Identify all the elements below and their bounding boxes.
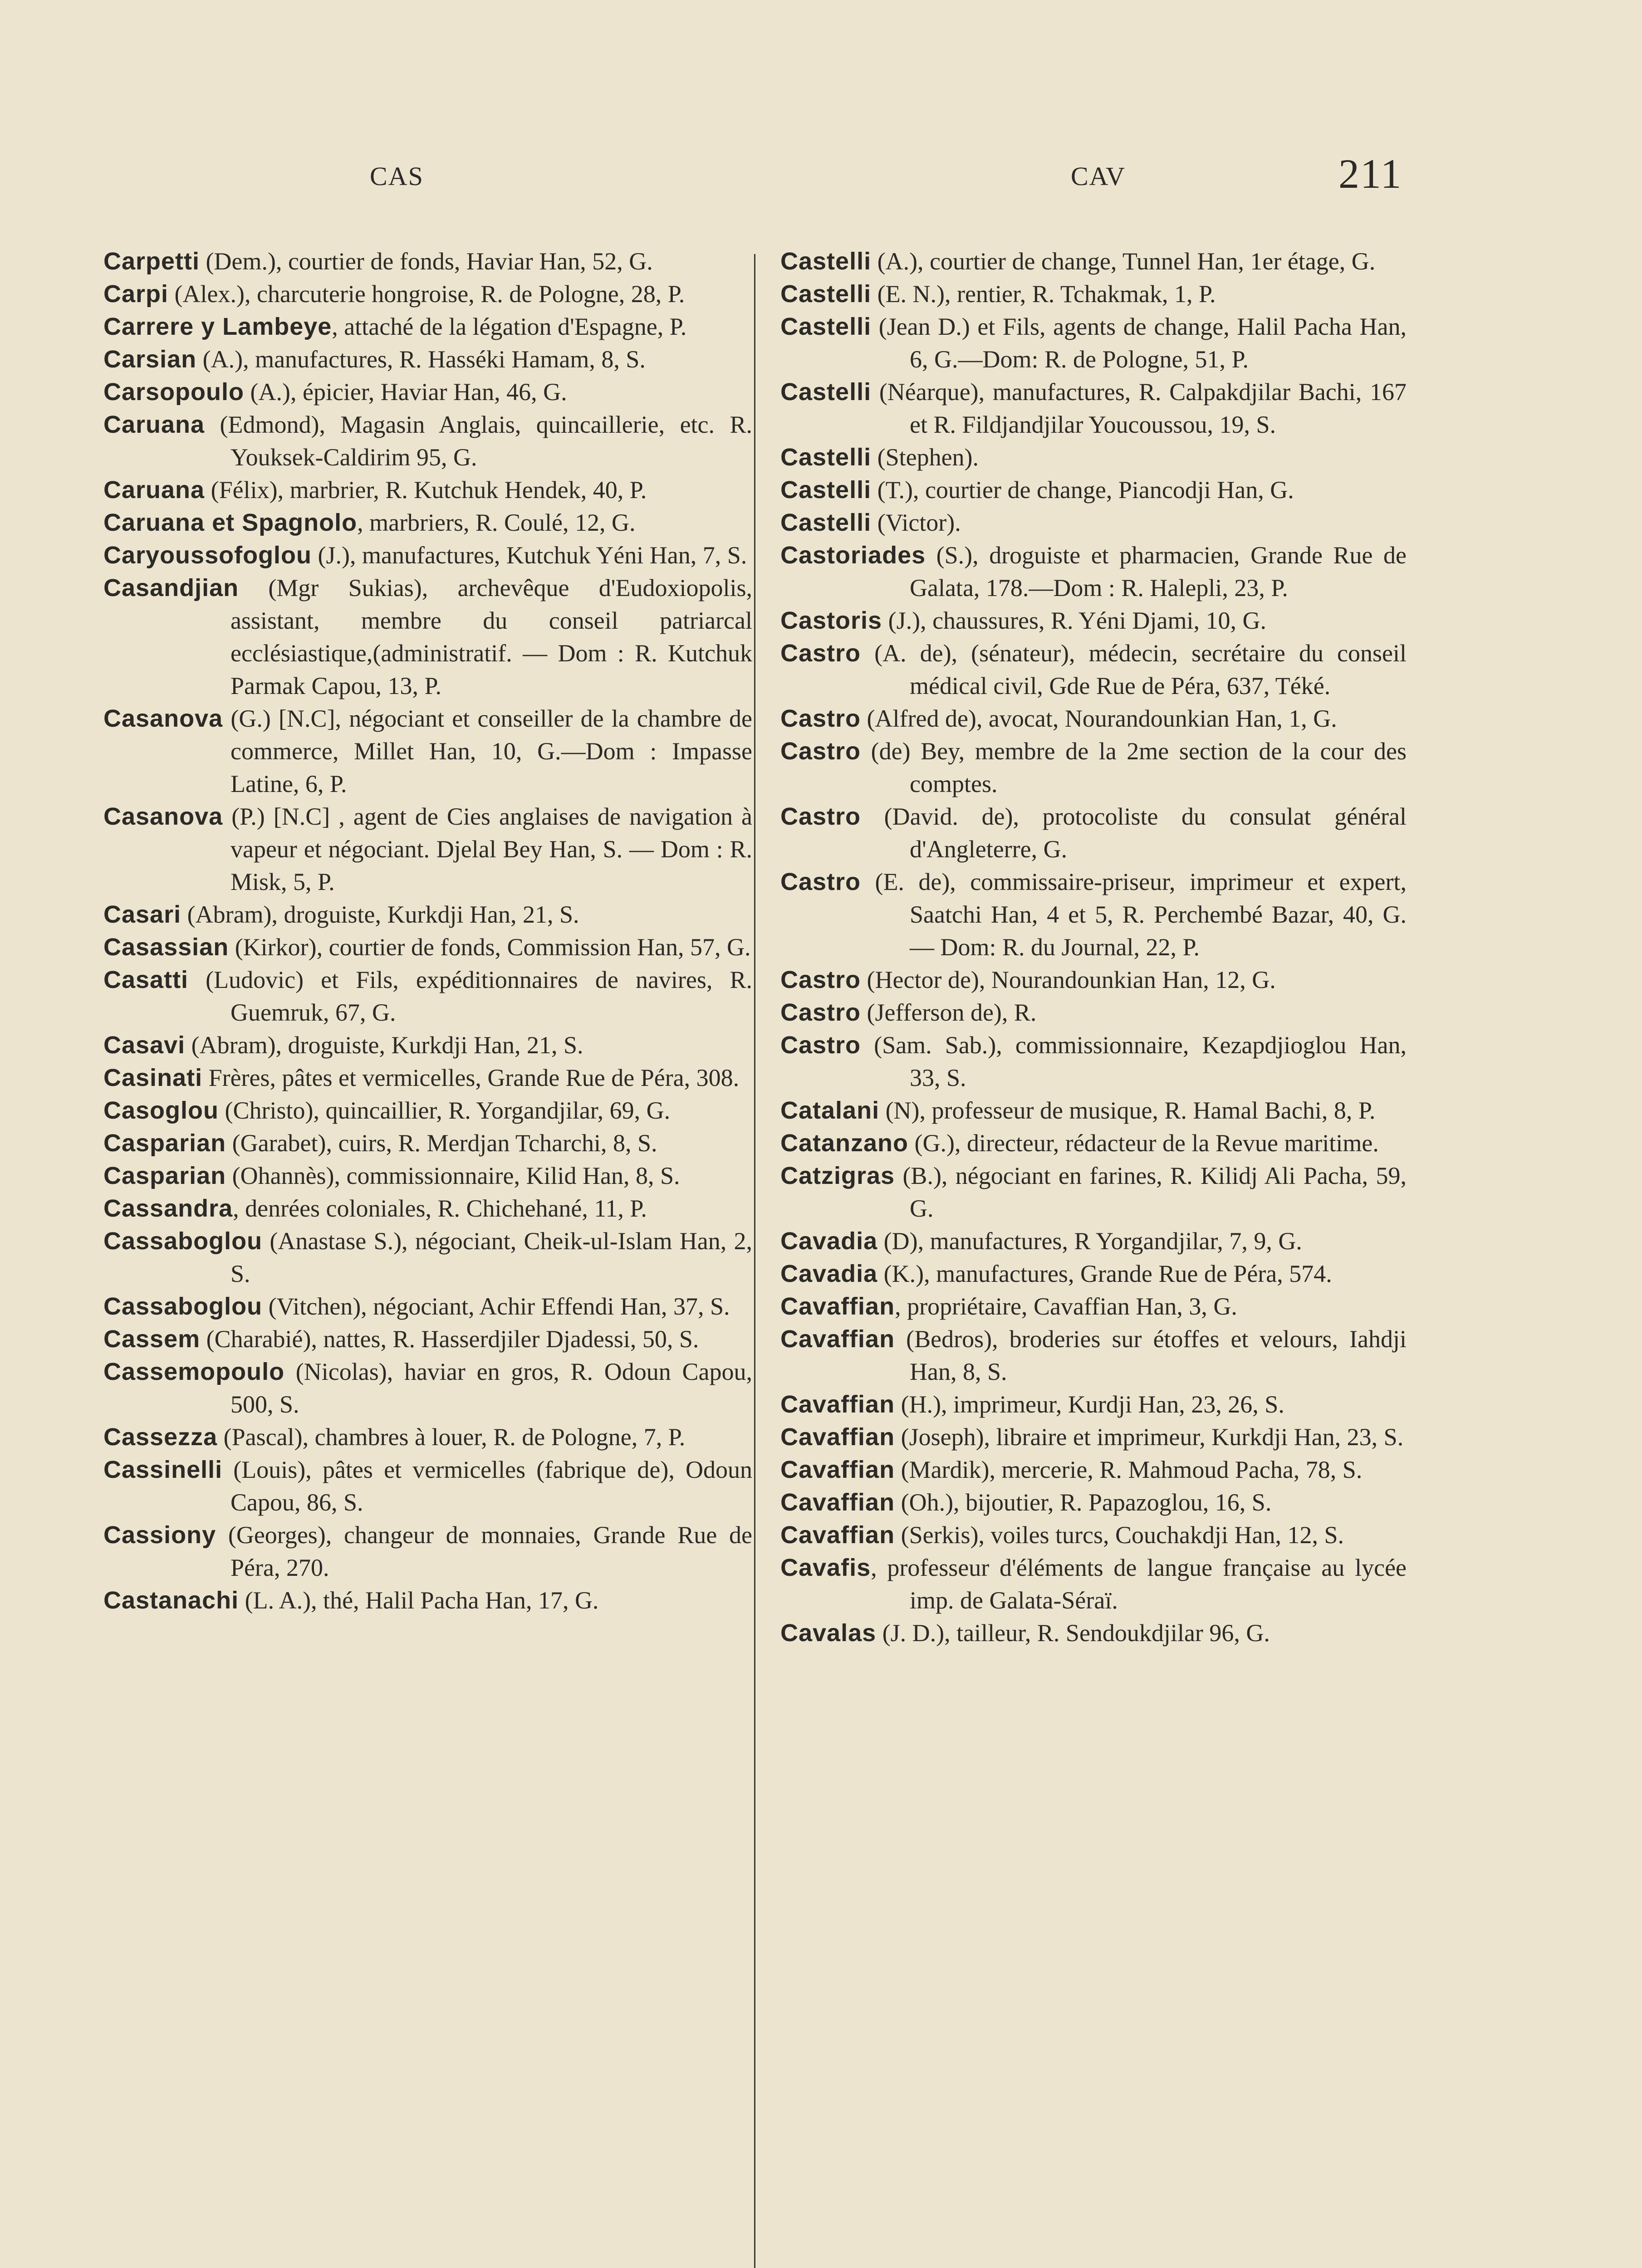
entry-name: Cassezza [103,1423,218,1451]
entry-name: Carrere y Lambeye [103,313,332,340]
running-head-center: CAV [1071,161,1126,191]
entry-details: , denrées coloniales, R. Chichehané, 11, P. [233,1195,647,1222]
directory-entry [780,1323,1407,1388]
entry-details: (G.) [N.C], négociant et conseiller de la chambre de commerce, Millet Han, 10, G.—Dom : Impasse Latine, 6, P. [223,705,752,797]
entry-details: (Dem.), courtier de fonds, Haviar Han, 52, G. [200,248,653,275]
directory-entry [103,800,752,898]
directory-entry [103,1453,752,1519]
entry-name: Cavaffian [780,1489,895,1516]
directory-entry [780,996,1407,1029]
directory-entry [780,1127,1407,1159]
running-head-left: CAS [370,161,424,191]
entry-details: (Anastase S.), négociant, Cheik-ul-Islam Han, 2, S. [230,1227,752,1287]
entry-details: (T.), courtier de change, Piancodji Han, G. [871,476,1294,503]
directory-entry [780,539,1407,604]
entry-name: Castelli [780,476,872,503]
entry-name: Casassian [103,934,229,961]
entry-details: (G.), directeur, rédacteur de la Revue maritime. [908,1129,1379,1157]
entry-details: (Pascal), chambres à louer, R. de Pologne, 7, P. [217,1423,686,1451]
entry-details: , attaché de la légation d'Espagne, P. [332,313,687,340]
page-number: 211 [1338,151,1402,197]
directory-entry [780,1257,1407,1290]
directory-entry [103,1094,752,1127]
directory-entry [103,1159,752,1192]
entry-details: (Sam. Sab.), commissionnaire, Kezapdjioglou Han, 33, S. [861,1031,1407,1091]
column-divider [754,254,755,2268]
directory-entry [103,343,752,376]
directory-entry [780,800,1407,865]
directory-entry [780,702,1407,735]
entry-details: (Serkis), voiles turcs, Couchakdji Han, 12, S. [895,1521,1344,1549]
entry-name: Casanova [103,705,223,732]
entry-details: (Néarque), manufactures, R. Calpakdjilar Bachi, 167 et R. Fildjandjilar Youcoussou, 19, S. [871,378,1407,438]
entry-details: (Jean D.) et Fils, agents de change, Halil Pacha Han, 6, G.—Dom: R. de Pologne, 51, P. [871,313,1407,373]
entry-name: Casparian [103,1129,226,1157]
directory-entry [103,1225,752,1290]
entry-name: Castro [780,868,861,895]
directory-entry [780,1519,1407,1551]
directory-entry [780,278,1407,310]
entry-details: (A.), courtier de change, Tunnel Han, 1er étage, G. [871,248,1376,275]
entry-details: (Stephen). [871,444,979,471]
entry-details: (D), manufactures, R Yorgandjilar, 7, 9, G. [877,1227,1302,1255]
entry-name: Cassiony [103,1521,216,1549]
directory-entry [780,1388,1407,1421]
directory-entry [103,702,752,800]
entry-name: Castanachi [103,1587,239,1614]
directory-entry [780,441,1407,474]
entry-name: Cavafis [780,1554,871,1581]
entry-details: (Abram), droguiste, Kurkdji Han, 21, S. [185,1031,583,1059]
directory-entry [103,572,752,702]
entry-details: (Bedros), broderies sur étoffes et velours, Iahdji Han, 8, S. [895,1325,1407,1385]
left-column [103,245,752,1617]
entry-name: Cassem [103,1325,201,1353]
entry-details: (A. de), (sénateur), médecin, secrétaire du conseil médical civil, Gde Rue de Péra, 637, Téké. [861,640,1407,699]
entry-name: Castoriades [780,542,926,569]
entry-details: (Jefferson de), R. [861,999,1037,1026]
directory-entry [780,963,1407,996]
entry-details: (S.), droguiste et pharmacien, Grande Rue de Galata, 178.—Dom : R. Halepli, 23, P. [910,542,1407,601]
entry-details: (Hector de), Nourandounkian Han, 12, G. [861,966,1276,993]
entry-name: Castro [780,738,861,765]
entry-details: (Charabié), nattes, R. Hasserdjiler Djadessi, 50, S. [200,1325,699,1353]
entry-details: (A.), épicier, Haviar Han, 46, G. [244,378,567,406]
entry-name: Cavadia [780,1227,878,1255]
directory-entry [780,735,1407,800]
directory-entry [780,1453,1407,1486]
entry-details: (Oh.), bijoutier, R. Papazoglou, 16, S. [895,1489,1272,1516]
entry-name: Casinati [103,1064,203,1091]
entry-name: Catalani [780,1097,880,1124]
entry-name: Castro [780,803,861,830]
entry-name: Cassandra [103,1195,233,1222]
entry-details: (Ohannès), commissionnaire, Kilid Han, 8, S. [226,1162,680,1189]
entry-name: Casparian [103,1162,226,1189]
entry-name: Caruana [103,411,205,438]
directory-entry [780,1159,1407,1225]
directory-entry [780,637,1407,702]
entry-name: Castelli [780,444,872,471]
entry-details: (Christo), quincaillier, R. Yorgandjilar, 69, G. [219,1097,671,1124]
entry-details: (J.), chaussures, R. Yéni Djami, 10, G. [882,607,1266,634]
directory-entry [780,865,1407,963]
entry-details: (N), professeur de musique, R. Hamal Bachi, 8, P. [879,1097,1376,1124]
entry-details: Frères, pâtes et vermicelles, Grande Rue de Péra, 308. [202,1064,740,1091]
entry-name: Castelli [780,280,872,308]
directory-entry [103,1323,752,1355]
directory-entry [103,1355,752,1421]
entry-details: (David. de), protocoliste du consulat général d'Angleterre, G. [861,803,1407,863]
entry-details: (Nicolas), haviar en gros, R. Odoun Capou, 500, S. [230,1358,752,1418]
entry-name: Castoris [780,607,882,634]
entry-details: (Garabet), cuirs, R. Merdjan Tcharchi, 8, S. [226,1129,657,1157]
directory-entry [780,1617,1407,1649]
entry-name: Cavaffian [780,1325,895,1353]
directory-entry [780,1551,1407,1617]
entry-name: Casatti [103,966,189,993]
entry-name: Cavaffian [780,1423,895,1451]
directory-entry [103,539,752,572]
entry-name: Caruana et Spagnolo [103,509,358,536]
entry-name: Casavi [103,1031,186,1059]
directory-entry [103,931,752,963]
entry-details: (Ludovic) et Fils, expéditionnaires de navires, R. Guemruk, 67, G. [188,966,752,1026]
directory-entry [103,1584,752,1617]
directory-entry [103,245,752,278]
directory-entry [103,310,752,343]
entry-name: Cavalas [780,1619,877,1647]
entry-details: (Alex.), charcuterie hongroise, R. de Pologne, 28, P. [168,280,685,308]
directory-entry [103,898,752,931]
entry-name: Cassinelli [103,1456,223,1483]
entry-details: (E. de), commissaire-priseur, imprimeur et expert, Saatchi Han, 4 et 5, R. Perchembé Bazar, 40, G. — Dom: R. du Journal, 22, P. [861,868,1407,961]
entry-name: Castro [780,640,861,667]
entry-name: Castro [780,966,861,993]
entry-name: Castro [780,1031,861,1059]
entry-details: (P.) [N.C] , agent de Cies anglaises de navigation à vapeur et négociant. Djelal Bey Han, S. — Dom : R. Misk, 5, P. [223,803,752,895]
entry-name: Catanzano [780,1129,909,1157]
directory-entry [780,1421,1407,1453]
directory-entry [103,1127,752,1159]
entry-details: (Mardik), mercerie, R. Mahmoud Pacha, 78, S. [895,1456,1363,1483]
entry-details: , professeur d'éléments de langue française au lycée imp. de Galata-Séraï. [871,1554,1407,1614]
entry-name: Caruana [103,476,205,503]
directory-entry [103,376,752,408]
entry-details: , marbriers, R. Coulé, 12, G. [357,509,636,536]
directory-entry [103,1421,752,1453]
entry-name: Cavadia [780,1260,878,1287]
entry-name: Casandjian [103,574,239,601]
entry-details: (J. D.), tailleur, R. Sendoukdjilar 96, G. [876,1619,1270,1647]
entry-name: Cassaboglou [103,1227,263,1255]
entry-details: (Félix), marbrier, R. Kutchuk Hendek, 40, P. [205,476,647,503]
directory-entry [103,1192,752,1225]
directory-entry [780,1486,1407,1519]
entry-name: Castelli [780,509,872,536]
entry-name: Caryoussofoglou [103,542,312,569]
entry-details: (Mgr Sukias), archevêque d'Eudoxiopolis, assistant, membre du conseil patriarcal ecclésiastique,(administratif. — Dom : R. Kutchuk Parmak Capou, 13, P. [230,574,752,699]
directory-entry [103,278,752,310]
directory-entry [103,474,752,506]
directory-entry [780,604,1407,637]
entry-name: Cavaffian [780,1391,895,1418]
directory-entry [780,310,1407,376]
directory-entry [103,963,752,1029]
entry-name: Cavaffian [780,1293,895,1320]
entry-details: (E. N.), rentier, R. Tchakmak, 1, P. [871,280,1216,308]
entry-name: Casanova [103,803,223,830]
entry-details: (B.), négociant en farines, R. Kilidj Ali Pacha, 59, G. [895,1162,1407,1222]
entry-name: Catzigras [780,1162,895,1189]
directory-entry [103,1519,752,1584]
entry-details: (Louis), pâtes et vermicelles (fabrique de), Odoun Capou, 86, S. [222,1456,752,1516]
directory-entry [103,1061,752,1094]
entry-name: Castelli [780,313,872,340]
directory-entry [780,1029,1407,1094]
entry-details: (Victor). [871,509,961,536]
entry-details: (Georges), changeur de monnaies, Grande Rue de Péra, 270. [216,1521,752,1581]
entry-details: (de) Bey, membre de la 2me section de la cour des comptes. [861,738,1407,797]
entry-name: Cavaffian [780,1456,895,1483]
directory-entry [780,376,1407,441]
entry-name: Castro [780,705,861,732]
entry-details: (H.), imprimeur, Kurdji Han, 23, 26, S. [895,1391,1284,1418]
entry-details: (A.), manufactures, R. Hasséki Hamam, 8, S. [196,346,646,373]
entry-details: (Abram), droguiste, Kurkdji Han, 21, S. [181,901,579,928]
directory-entry [103,408,752,474]
entry-name: Carpetti [103,248,200,275]
entry-details: (Alfred de), avocat, Nourandounkian Han, 1, G. [861,705,1337,732]
directory-entry [780,506,1407,539]
directory-entry [780,1094,1407,1127]
entry-name: Carpi [103,280,169,308]
entry-name: Casari [103,901,181,928]
right-column [780,245,1407,1649]
entry-details: , propriétaire, Cavaffian Han, 3, G. [895,1293,1237,1320]
entry-name: Cassemopoulo [103,1358,285,1385]
entry-details: (Kirkor), courtier de fonds, Commission Han, 57, G. [229,934,751,961]
entry-name: Carsopoulo [103,378,245,406]
directory-entry [103,1029,752,1061]
entry-details: (K.), manufactures, Grande Rue de Péra, 574. [877,1260,1332,1287]
entry-details: (Edmond), Magasin Anglais, quincaillerie, etc. R. Youksek-Caldirim 95, G. [205,411,752,471]
entry-name: Castelli [780,248,872,275]
entry-details: (Joseph), libraire et imprimeur, Kurkdji Han, 23, S. [895,1423,1404,1451]
entry-name: Carsian [103,346,197,373]
directory-entry [103,1290,752,1323]
entry-name: Castro [780,999,861,1026]
entry-details: (Vitchen), négociant, Achir Effendi Han, 37, S. [262,1293,730,1320]
entry-name: Cassaboglou [103,1293,263,1320]
directory-entry [780,474,1407,506]
entry-name: Casoglou [103,1097,219,1124]
entry-name: Cavaffian [780,1521,895,1549]
directory-entry [780,1225,1407,1257]
entry-name: Castelli [780,378,872,406]
entry-details: (J.), manufactures, Kutchuk Yéni Han, 7, S. [312,542,747,569]
directory-entry [780,245,1407,278]
entry-details: (L. A.), thé, Halil Pacha Han, 17, G. [239,1587,599,1614]
directory-entry [780,1290,1407,1323]
directory-entry [103,506,752,539]
